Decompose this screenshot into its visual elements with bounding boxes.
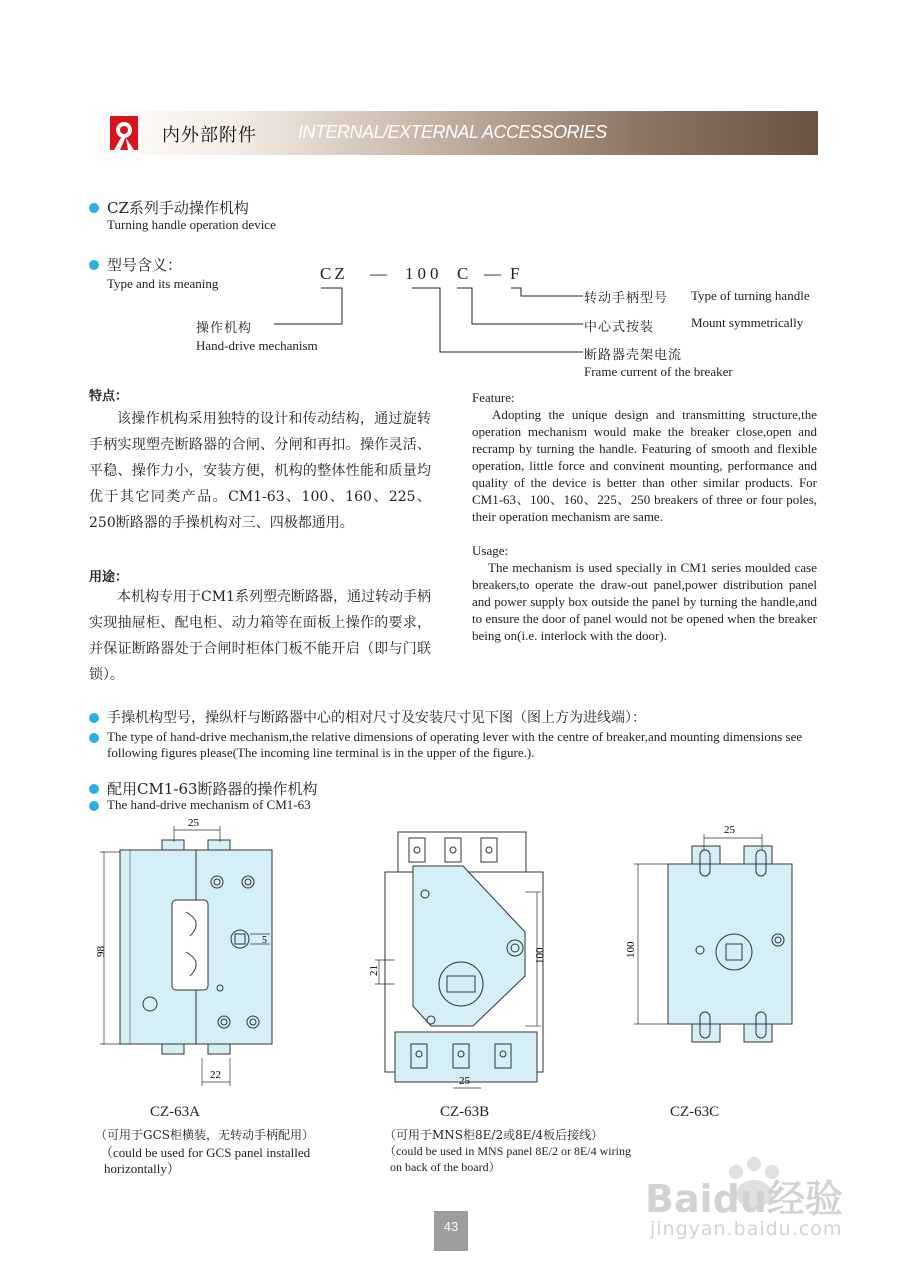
fig-a-dim-offset: 5 (262, 935, 267, 946)
section2-en: The type of hand-drive mechanism,the relative dimensions of operating lever with the centre of breaker,and mounting dimensions see following figures please(The incoming line terminal is in the upper of the figure.). (107, 729, 803, 760)
section1-title-en: Turning handle operation device (107, 217, 276, 232)
section2-cn: 手操机构型号，操纵杆与断路器中心的相对尺寸及安装尺寸见下图（图上方为进线端）： (107, 710, 646, 726)
header-title-en: INTERNAL/EXTERNAL ACCESSORIES (298, 122, 607, 142)
model-label-mount-cn: 中心式按装 (584, 320, 655, 335)
bullet-icon (89, 260, 99, 270)
model-label-hand-en: Hand-drive mechanism (196, 338, 318, 353)
fig-c-dim-side: 100 (625, 941, 637, 958)
fig-a-dim-side: 98 (95, 946, 107, 957)
model-label-frame-en: Frame current of the breaker (584, 364, 733, 379)
bullet-icon (89, 733, 99, 743)
figure-cz-63c (620, 818, 800, 1058)
model-code-cz: CZ (320, 264, 348, 283)
figure-cz-63b (365, 826, 565, 1096)
section1-title-cn: CZ系列手动操作机构 (107, 199, 249, 217)
fig-b-dim-side: 100 (534, 947, 546, 964)
model-code-dash2: — (484, 264, 501, 283)
fig-a-name: CZ-63A (150, 1104, 200, 1120)
fig-b-note-en1: （could be used in MNS panel 8E/2 or 8E/4 wiring (384, 1144, 631, 1158)
section3-cn: 配用CM1-63断路器的操作机构 (107, 780, 318, 798)
figure-cz-63a (90, 812, 290, 1092)
feature-cn-text: 该操作机构采用独特的设计和传动结构，通过旋转手柄实现塑壳断路器的合闸、分闸和再扣。操作灵活、平稳、操作力小，安装方便，机构的整体性能和质量均优于其它同类产品。CM1-63、100、160、225、250断路器的手操机构对三、四极都通用。 (89, 411, 431, 531)
usage-en-title: Usage: (472, 543, 509, 558)
model-label-handle-en: Type of turning handle (691, 288, 810, 303)
model-label-mount-en: Mount symmetrically (691, 315, 804, 330)
model-title-cn: 型号含义： (107, 256, 183, 274)
feature-cn-title: 特点： (89, 389, 129, 404)
model-label-handle-cn: 转动手柄型号 (584, 291, 669, 306)
feature-en-title: Feature: (472, 390, 515, 405)
fig-a-dim-bottom: 22 (210, 1069, 221, 1081)
model-label-frame-cn: 断路器壳架电流 (584, 348, 683, 363)
fig-a-note-cn: （可用于GCS柜横装，无转动手柄配用） (95, 1128, 314, 1142)
fig-c-name: CZ-63C (670, 1104, 720, 1120)
section3-en: The hand-drive mechanism of CM1-63 (107, 797, 311, 812)
bullet-icon (89, 203, 99, 213)
usage-cn-title: 用途： (89, 570, 129, 585)
fig-b-note-cn: （可用于MNS柜8E/2或8E/4板后接线） (384, 1128, 604, 1142)
fig-a-dim-top: 25 (188, 817, 199, 829)
model-code-dash1: — (370, 264, 387, 283)
bullet-icon (89, 713, 99, 723)
fig-a-note-en2: horizontally） (104, 1161, 180, 1176)
bullet-icon (89, 801, 99, 811)
header-title-cn: 内外部附件 (162, 125, 257, 146)
model-title-en: Type and its meaning (107, 276, 219, 291)
page-number: 43 (434, 1211, 468, 1251)
fig-a-note-en1: （could be used for GCS panel installed (100, 1145, 311, 1160)
model-code-f: F (510, 264, 520, 283)
fig-b-dim-bottom: 25 (459, 1075, 470, 1087)
usage-en-text: The mechanism is used specially in CM1 series moulded case breakers,to operate the draw-out panel,power distribution panel and power supply box outside the panel by turning the handle,and to ensure the door of panel would not be opened when the breaker being on(i.e. interlock with the door). (472, 560, 817, 643)
watermark-url: jingyan.baidu.com (650, 1218, 843, 1240)
model-code-c: C (457, 264, 469, 283)
fig-b-name: CZ-63B (440, 1104, 490, 1120)
fig-b-note-en2: on back of the board） (390, 1160, 501, 1174)
bullet-icon (89, 784, 99, 794)
model-code-num: 100 (405, 264, 443, 283)
feature-en-text: Adopting the unique design and transmitting structure,the operation mechanism would make the breaker close,open and recramp by turning the handle. Featuring of smooth and flexible operation, little force and convinent mounting, performance and quality of the device is better than other similar products. For CM1-63、100、160、225、250 breakers of three or four poles, their operation mechanism are same. (472, 407, 817, 524)
fig-c-dim-top: 25 (724, 824, 735, 836)
brand-logo-icon (110, 116, 138, 150)
model-label-hand-cn: 操作机构 (196, 321, 253, 336)
fig-b-dim-left: 21 (368, 965, 380, 976)
watermark-brand: Baidu经验 (645, 1177, 843, 1221)
usage-cn-text: 本机构专用于CM1系列塑壳断路器，通过转动手柄实现抽屉柜、配电柜、动力箱等在面板上操作的要求，并保证断路器处于合闸时柜体门板不能开启（即与门联锁）。 (89, 589, 431, 683)
